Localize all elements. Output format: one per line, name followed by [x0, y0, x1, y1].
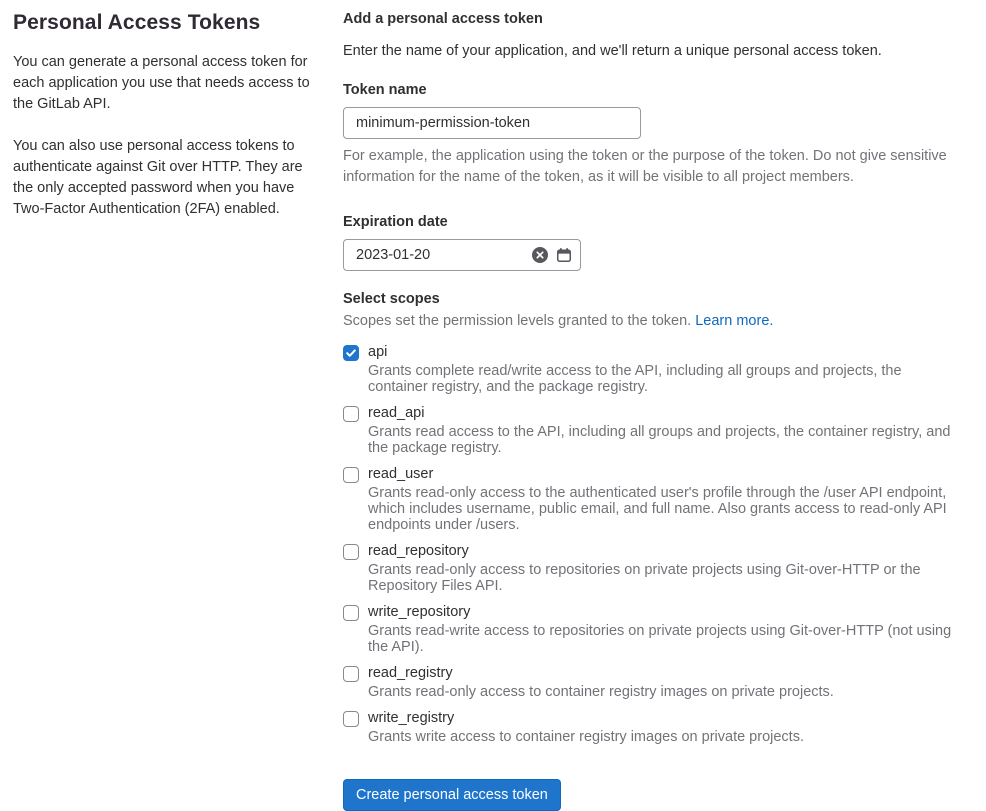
select-scopes-label: Select scopes	[343, 291, 440, 307]
token-name-label: Token name	[343, 82, 427, 98]
scope-row-write_repository	[343, 604, 963, 655]
scope-row-read_repository	[343, 543, 963, 594]
scope-description: Grants read-only access to repositories on private projects using Git-over-HTTP or the Repository Files API.	[368, 562, 921, 594]
scopes-list	[343, 344, 963, 745]
scope-label[interactable]: read_api	[368, 405, 425, 421]
scope-label[interactable]: write_registry	[368, 710, 455, 726]
section-description-2: You can also use personal access tokens to authenticate against Git over HTTP. They are the only accepted password when you have Two-Factor Authentication (2FA) enabled.	[13, 138, 303, 217]
scope-label[interactable]: write_repository	[368, 604, 471, 620]
scope-label[interactable]: read_repository	[368, 543, 469, 559]
scope-description: Grants read-only access to the authenticated user's profile through the /user API endpoint, which includes username, public email, and full name. Also grants access to read-only API endpoints under /users.	[368, 485, 947, 533]
scope-description: Grants write access to container registry images on private projects.	[368, 729, 804, 745]
expiration-field-group	[343, 214, 963, 271]
expiration-date-icons	[532, 239, 572, 271]
scope-checkbox-read_repository[interactable]	[343, 544, 359, 560]
scope-label[interactable]: read_user	[368, 466, 434, 482]
clear-date-icon[interactable]	[532, 247, 548, 263]
scopes-description-text: Scopes set the permission levels granted to the token.	[343, 313, 692, 329]
page-title: Personal Access Tokens	[13, 11, 261, 34]
expiration-date-label: Expiration date	[343, 214, 448, 230]
scope-row-read_registry	[343, 665, 963, 700]
scope-description: Grants read-only access to container registry images on private projects.	[368, 684, 834, 700]
form-heading: Add a personal access token	[343, 11, 543, 27]
scope-description: Grants complete read/write access to the API, including all groups and projects, the container registry, and the package registry.	[368, 363, 902, 395]
create-token-button[interactable]: Create personal access token	[343, 779, 561, 811]
settings-section-sidebar	[13, 0, 314, 811]
scope-checkbox-write_repository[interactable]	[343, 605, 359, 621]
scope-label[interactable]: read_registry	[368, 665, 453, 681]
token-name-help: For example, the application using the token or the purpose of the token. Do not give sensitive information for the name of the token, as it will be visible to all project members.	[343, 148, 947, 185]
scopes-field-group	[343, 291, 963, 745]
add-token-form	[343, 0, 986, 811]
scope-checkbox-api[interactable]	[343, 345, 359, 361]
scopes-description	[343, 313, 963, 329]
scope-checkbox-read_api[interactable]	[343, 406, 359, 422]
expiration-date-wrap	[343, 239, 581, 271]
scope-description: Grants read access to the API, including all groups and projects, the container registry, and the package registry.	[368, 424, 951, 456]
scope-row-write_registry	[343, 710, 963, 745]
token-name-field-group	[343, 82, 963, 188]
token-name-input[interactable]	[343, 107, 641, 139]
section-description-1: You can generate a personal access token for each application you use that needs access to the GitLab API.	[13, 54, 310, 112]
scope-row-read_user	[343, 466, 963, 533]
scope-description: Grants read-write access to repositories on private projects using Git-over-HTTP (not using the API).	[368, 623, 952, 655]
learn-more-link[interactable]: Learn more.	[695, 313, 774, 329]
calendar-icon[interactable]	[556, 247, 572, 263]
scope-row-api	[343, 344, 963, 395]
scope-checkbox-write_registry[interactable]	[343, 711, 359, 727]
scope-checkbox-read_user[interactable]	[343, 467, 359, 483]
scope-checkbox-read_registry[interactable]	[343, 666, 359, 682]
scope-label[interactable]: api	[368, 344, 388, 360]
form-subheading: Enter the name of your application, and we'll return a unique personal access token.	[343, 43, 882, 59]
scope-row-read_api	[343, 405, 963, 456]
